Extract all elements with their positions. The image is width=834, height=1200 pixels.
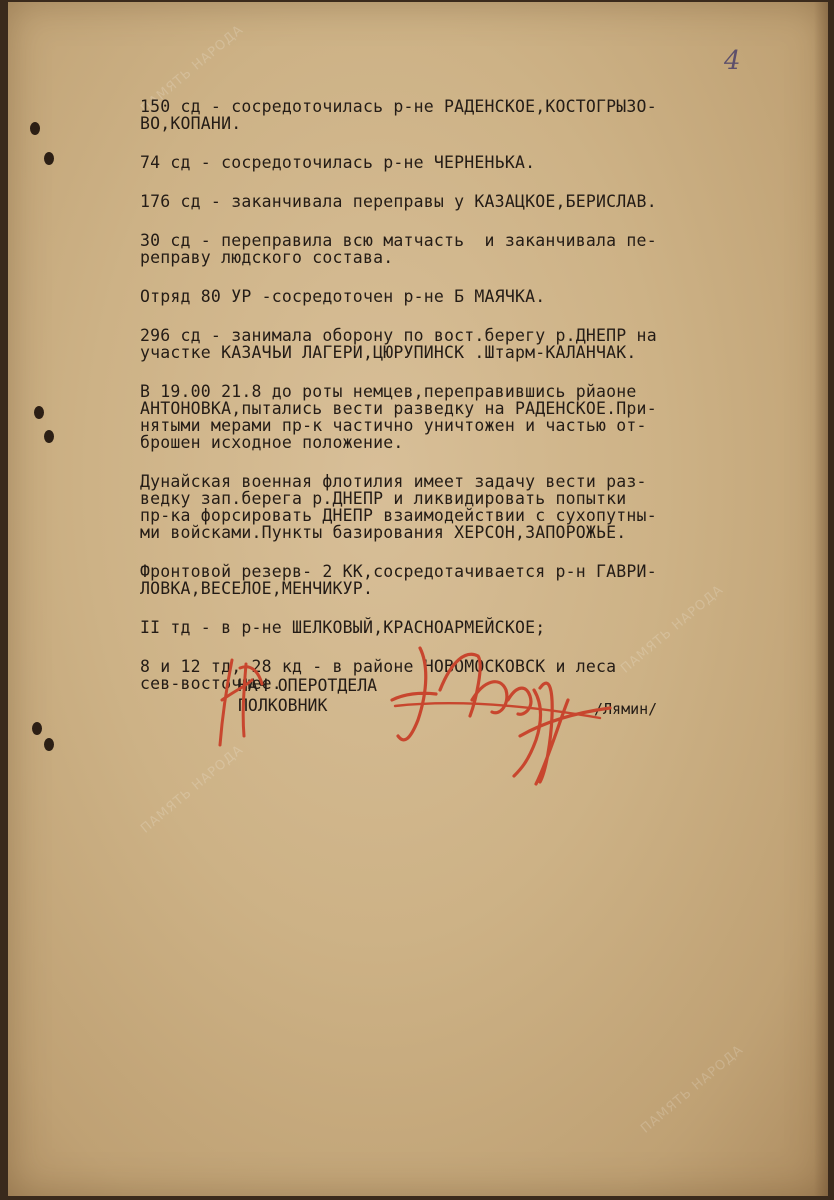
punch-hole	[32, 722, 42, 735]
signer-name: /Лямин/	[594, 700, 658, 718]
report-paragraph: Отряд 80 УР -сосредоточен р-не Б МАЯЧКА.	[140, 287, 546, 306]
signer-rank: ПОЛКОВНИК	[238, 696, 328, 715]
report-paragraph: 296 сд - занимала оборону по вост.берегу р.ДНЕПР на участке КАЗАЧЬИ ЛАГЕРИ,ЦЮРУПИНСК .Штарм-КАЛАНЧАК.	[140, 326, 657, 362]
signature-block	[238, 676, 377, 716]
page-edge-shadow	[814, 2, 828, 1196]
watermark: ПАМЯТЬ НАРОДА	[138, 742, 247, 837]
report-paragraph: 176 сд - заканчивала переправы у КАЗАЦКОЕ,БЕРИСЛАВ.	[140, 192, 657, 211]
report-body	[140, 98, 720, 714]
report-paragraph: 74 сд - сосредоточилась р-не ЧЕРНЕНЬКА.	[140, 153, 536, 172]
report-paragraph: 150 сд - сосредоточилась р-не РАДЕНСКОЕ,КОСТОГРЫЗО- ВО,КОПАНИ.	[140, 97, 657, 133]
punch-hole	[44, 152, 54, 165]
punch-hole	[30, 122, 40, 135]
report-paragraph: 30 сд - переправила всю матчасть и заканчивала пе- реправу людского состава.	[140, 231, 657, 267]
watermark: ПАМЯТЬ НАРОДА	[138, 22, 247, 117]
report-paragraph: Дунайская военная флотилия имеет задачу вести раз- ведку зап.берега р.ДНЕПР и ликвидировать попытки пр-ка форсировать ДНЕПР взаимодействии с сухопутны- ми войсками.Пункты базирования ХЕРСОН,ЗАПОРОЖЬЕ.	[140, 472, 657, 542]
watermark: ПАМЯТЬ НАРОДА	[638, 1042, 747, 1137]
report-paragraph: II тд - в р-не ШЕЛКОВЫЙ,КРАСНОАРМЕЙСКОЕ;	[140, 618, 546, 637]
report-paragraph: В 19.00 21.8 до роты немцев,переправившись рйаоне АНТОНОВКА,пытались вести разведку на РАДЕНСКОЕ.При- нятыми мерами пр-к частично уничтожен и частью от- брошен исходное положение.	[140, 382, 657, 452]
watermark: ПАМЯТЬ НАРОДА	[618, 582, 727, 677]
punch-hole	[44, 738, 54, 751]
signer-position: НАЧ ОПЕРОТДЕЛА	[238, 676, 378, 695]
report-paragraph: 8 и 12 тд, 28 кд - в районе НОВОМОСКОВСК и леса сев-восточнее.	[140, 657, 617, 693]
punch-hole	[44, 430, 54, 443]
page-number: 4	[724, 46, 741, 76]
report-paragraph: Фронтовой резерв- 2 КК,сосредотачивается р-н ГАВРИ- ЛОВКА,ВЕСЕЛОЕ,МЕНЧИКУР.	[140, 562, 657, 598]
punch-hole	[34, 406, 44, 419]
